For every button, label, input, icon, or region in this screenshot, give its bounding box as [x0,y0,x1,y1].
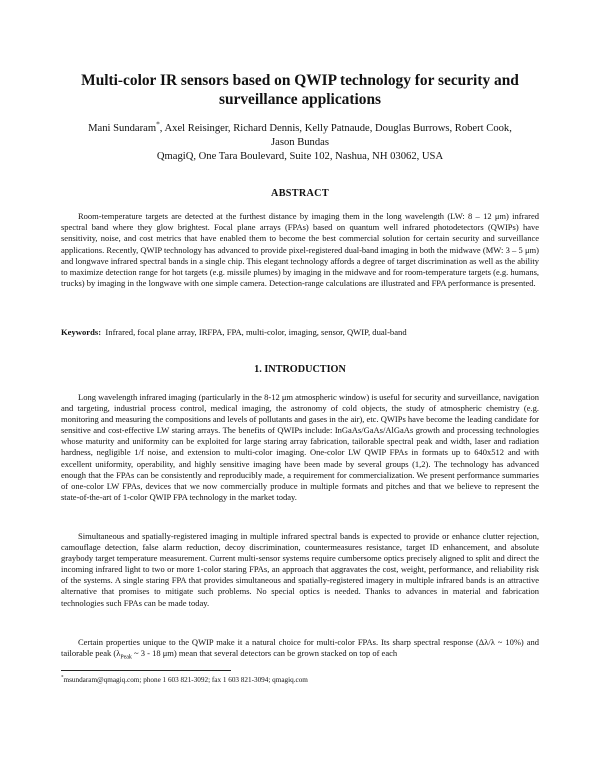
keywords [61,327,539,338]
author-list [40,119,560,150]
footnote-mark: * [61,675,64,681]
para3-text-start: Certain properties unique to the QWIP make it a natural choice for multi-color FPAs. Its sharp spectral response (Δλ/λ ~ 10%) and tailorable peak (λ [61,637,539,659]
affiliation: QmagiQ, One Tara Boulevard, Suite 102, Nashua, NH 03062, USA [156,151,444,162]
section-heading-introduction: 1. INTRODUCTION [254,364,346,375]
keywords-label: Keywords: [61,327,102,337]
intro-paragraph-3 [61,637,539,659]
abstract-heading: ABSTRACT [271,188,329,199]
footnote [61,675,539,685]
coauthors: , Axel Reisinger, Richard Dennis, Kelly Patnaude, Douglas Burrows, Robert Cook, [159,123,512,134]
footnote-text: msundaram@qmagiq.com; phone 1 603 821-3092; fax 1 603 821-3094; qmagiq.com [63,676,308,684]
last-author: Jason Bundas [271,137,329,148]
first-author: Mani Sundaram [88,123,157,134]
intro-paragraph-2: Simultaneous and spatially-registered imaging in multiple infrared spectral bands is expected to provide or enhance clutter rejection, camouflage detection, false alarm reduction, decoy discrimination, countermeasures resistance, target ID enhancement, and absolute graybody target temperature measurement. Current multi-sensor systems require cumbersome optics precisely aligned to split and direct the incoming infrared light to two or more 1-color staring FPAs, an approach that aggravates the cost, weight, performance, and reliability risk of the systems. A single staring FPA that provides simultaneous and spatially-registered imagery in multiple infrared bands is an attractive alternative that promises to mitigate such problems. No special optics is needed. Thanks to advances in material and fabrication technologies such FPAs can be made today. [61,531,539,608]
corresponding-author-mark: * [156,119,160,129]
intro-paragraph-1: Long wavelength infrared imaging (particularly in the 8-12 μm atmospheric window) is useful for security and surveillance, navigation and targeting, industrial process control, medical imaging, the astronomy of cold objects, the study of atmospheric chemistry (e.g. monitoring and measuring the compositions and levels of pollutants and gases in the air), etc. QWIPs have become the leading candidate for sensitive and cost-effective LW staring arrays. The benefits of QWIPs include: InGaAs/GaAs/AlGaAs growth and processing technologies whose maturity and uniformity can be exploited for large staring array fabrication, tailorable spectral peak and width, laser and radiation hardness, negligible 1/f noise, and extension to multi-color imaging. One-color LW QWIP FPAs in formats up to 640x512 and with excellent uniformity, operability, and highly sensitive imaging have been made by several groups (1,2). The technology has advanced enough that the FPAs can be consistently and reproducibly made, a requirement for commercialization. We present performance summaries of one-color LW FPAs, devices that we now commercially produce in multiple formats and pitches and that we believe to represent the state-of-the-art of 1-color QWIP FPA technology in the market today. [61,392,539,502]
title-line-1: Multi-color IR sensors based on QWIP technology for security and [81,72,519,89]
para3-subscript: Peak [120,654,132,661]
footnote-rule [61,670,231,671]
para3-text-end: ~ 3 - 18 μm) mean that several detectors can be grown stacked on top of each [131,648,398,659]
keywords-text: Infrared, focal plane array, IRFPA, FPA, multi-color, imaging, sensor, QWIP, dual-band [105,327,407,337]
abstract-text: Room-temperature targets are detected at the furthest distance by imaging them in the long wavelength (LW: 8 – 12 μm) infrared spectral band where they glow brightest. Focal plane arrays (FPAs) based on quantum well infrared photodetectors (QWIPs) have sensitivity, noise, and cost metrics that have enabled them to become the best commercial solution for certain security and surveillance applications. Recently, QWIP technology has advanced to provide pixel-registered dual-band imaging in both the midwave (MW: 3 – 5 μm) and longwave infrared spectral bands in a single chip. This elegant technology affords a degree of target discrimination as well as the ability to maximize detection range for hot targets (e.g. missile plumes) by imaging in the midwave and for room-temperature targets (e.g. humans, trucks) by imaging in the longwave with one simple camera. Detection-range calculations are illustrated and FPA performance is presented. [61,211,539,289]
title-line-2: surveillance applications [218,91,382,108]
paper-title [40,71,560,109]
